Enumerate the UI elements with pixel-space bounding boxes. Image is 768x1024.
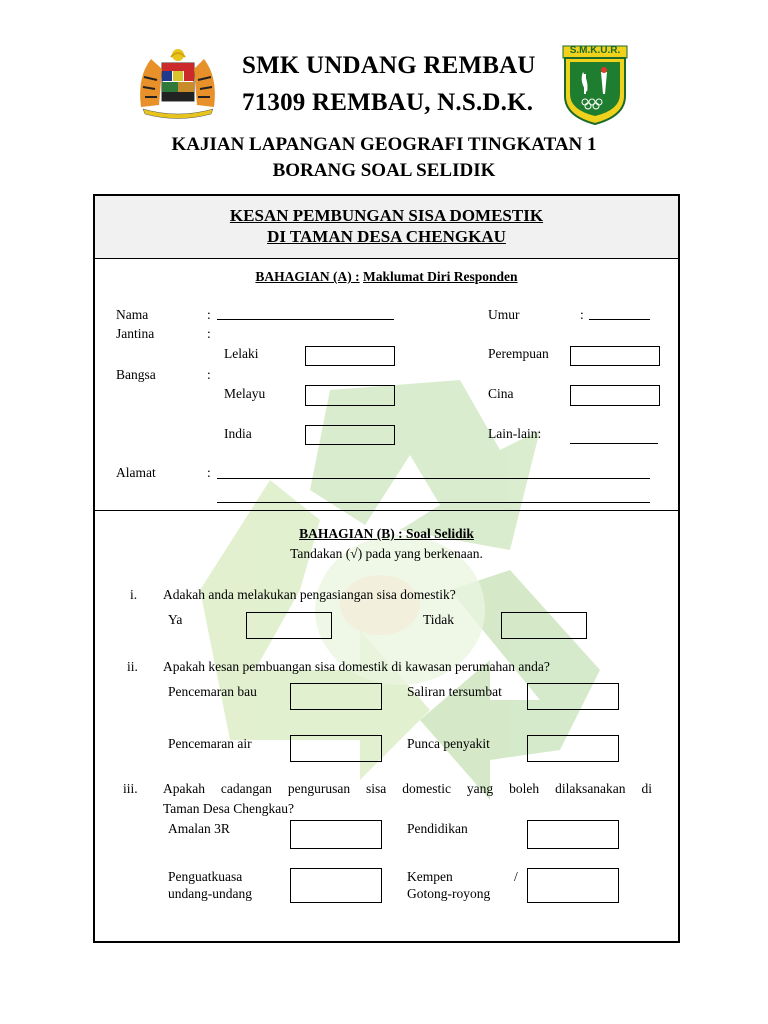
melayu-checkbox[interactable] bbox=[305, 385, 395, 406]
pencemaran-bau-checkbox[interactable] bbox=[290, 683, 382, 710]
school-crest-icon bbox=[561, 44, 629, 126]
jantina-label: Jantina bbox=[116, 326, 155, 341]
section-divider bbox=[95, 510, 678, 511]
lelaki-label: Lelaki bbox=[224, 346, 259, 361]
form-title-line2: DI TAMAN DESA CHENGKAU bbox=[267, 227, 506, 246]
nama-label: Nama bbox=[116, 307, 149, 322]
form-title-line1: KESAN PEMBUNGAN SISA DOMESTIK bbox=[229, 206, 544, 225]
bangsa-label: Bangsa bbox=[116, 367, 156, 382]
penguatkuasa-label-line1: Penguatkuasa bbox=[168, 869, 243, 884]
umur-colon: : bbox=[580, 307, 584, 322]
perempuan-label: Perempuan bbox=[488, 346, 549, 361]
india-checkbox[interactable] bbox=[305, 425, 395, 445]
ya-label: Ya bbox=[168, 612, 183, 627]
school-crest-label: S.M.K.U.R. bbox=[569, 45, 621, 56]
perempuan-checkbox[interactable] bbox=[570, 346, 660, 366]
tick-symbol: √ bbox=[350, 546, 358, 561]
nama-field[interactable] bbox=[217, 319, 394, 320]
question-3-text-line2: Taman Desa Chengkau? bbox=[163, 801, 295, 816]
bangsa-colon: : bbox=[207, 367, 211, 382]
lain-lain-label: Lain-lain: bbox=[488, 426, 542, 441]
kempen-slash: / bbox=[514, 869, 518, 884]
penguatkuasa-checkbox[interactable] bbox=[290, 868, 382, 903]
document-title: KAJIAN LAPANGAN GEOGRAFI TINGKATAN 1 bbox=[171, 134, 597, 155]
alamat-colon: : bbox=[207, 465, 211, 480]
kempen-label-line1: Kempen bbox=[407, 869, 453, 884]
pencemaran-air-checkbox[interactable] bbox=[290, 735, 382, 762]
tidak-checkbox[interactable] bbox=[501, 612, 587, 639]
umur-label: Umur bbox=[488, 307, 520, 322]
amalan-3r-label: Amalan 3R bbox=[168, 821, 230, 836]
saliran-tersumbat-checkbox[interactable] bbox=[527, 683, 619, 710]
tidak-label: Tidak bbox=[423, 612, 455, 627]
school-address: 71309 REMBAU, N.S.D.K. bbox=[242, 89, 534, 116]
pencemaran-bau-label: Pencemaran bau bbox=[168, 684, 257, 699]
ya-checkbox[interactable] bbox=[246, 612, 332, 639]
pendidikan-checkbox[interactable] bbox=[527, 820, 619, 849]
saliran-tersumbat-label: Saliran tersumbat bbox=[407, 684, 502, 699]
question-3-text-line1: Apakah cadangan pengurusan sisa domestic yang boleh dilaksanakan di bbox=[163, 781, 652, 796]
cina-checkbox[interactable] bbox=[570, 385, 660, 406]
question-2-text: Apakah kesan pembuangan sisa domestik di kawasan perumahan anda? bbox=[163, 659, 550, 674]
nama-colon: : bbox=[207, 307, 211, 322]
malaysia-coat-of-arms-icon bbox=[135, 47, 220, 119]
school-name: SMK UNDANG REMBAU bbox=[242, 52, 536, 79]
umur-field[interactable] bbox=[589, 319, 650, 320]
section-b-instruction: Tandakan (√) pada yang berkenaan. bbox=[290, 546, 483, 561]
section-a-heading: BAHAGIAN (A) : Maklumat Diri Responden bbox=[255, 269, 518, 284]
melayu-label: Melayu bbox=[224, 386, 266, 401]
document-subtitle: BORANG SOAL SELIDIK bbox=[272, 160, 496, 181]
cina-label: Cina bbox=[488, 386, 514, 401]
pencemaran-air-label: Pencemaran air bbox=[168, 736, 252, 751]
india-label: India bbox=[224, 426, 252, 441]
section-b-heading: BAHAGIAN (B) : Soal Selidik bbox=[299, 526, 474, 541]
question-2-number: ii. bbox=[127, 659, 138, 674]
alamat-label: Alamat bbox=[116, 465, 156, 480]
amalan-3r-checkbox[interactable] bbox=[290, 820, 382, 849]
pendidikan-label: Pendidikan bbox=[407, 821, 468, 836]
alamat-field-line1[interactable] bbox=[217, 478, 650, 479]
punca-penyakit-label: Punca penyakit bbox=[407, 736, 490, 751]
kempen-label-line2: Gotong-royong bbox=[407, 886, 491, 901]
punca-penyakit-checkbox[interactable] bbox=[527, 735, 619, 762]
question-3-number: iii. bbox=[123, 781, 138, 796]
question-1-number: i. bbox=[130, 587, 138, 602]
lain-lain-field[interactable] bbox=[570, 443, 658, 444]
lelaki-checkbox[interactable] bbox=[305, 346, 395, 366]
question-1-text: Adakah anda melakukan pengasiangan sisa domestik? bbox=[163, 587, 456, 602]
kempen-checkbox[interactable] bbox=[527, 868, 619, 903]
alamat-field-line2[interactable] bbox=[217, 502, 650, 503]
jantina-colon: : bbox=[207, 326, 211, 341]
penguatkuasa-label-line2: undang-undang bbox=[168, 886, 252, 901]
